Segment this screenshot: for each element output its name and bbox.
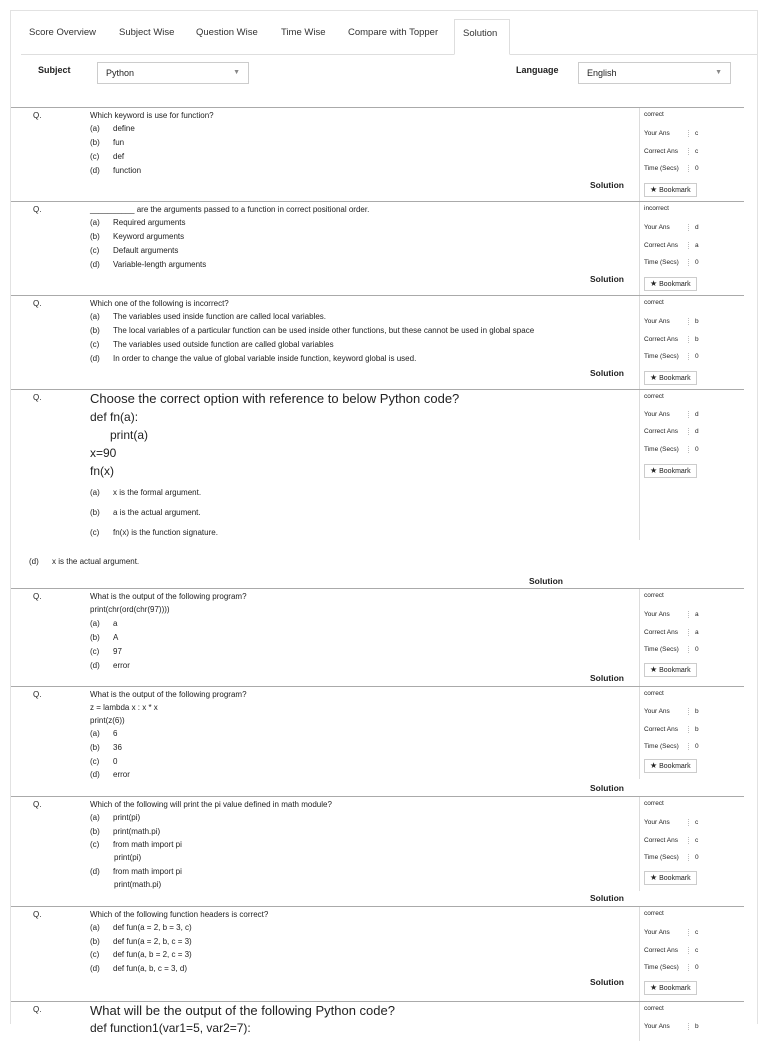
solution-link[interactable]: Solution bbox=[590, 893, 624, 903]
question-text: Which one of the following is incorrect? bbox=[90, 299, 229, 308]
option-a: (a) print(pi) bbox=[90, 813, 141, 822]
option-b: (b) The local variables of a particular function can be used inside other functions, but these cannot be used in global space bbox=[90, 326, 535, 335]
tab-subject-wise[interactable]: Subject Wise bbox=[119, 27, 175, 38]
report-tabs bbox=[21, 19, 757, 55]
tab-question-wise[interactable]: Question Wise bbox=[196, 27, 258, 38]
star-icon: ★ bbox=[650, 665, 658, 674]
subject-value: Python bbox=[106, 68, 135, 78]
option-d: (d) def fun(a, b, c = 3, d) bbox=[90, 964, 188, 973]
code-line: z = lambda x : x * x bbox=[90, 703, 158, 712]
question-item bbox=[11, 295, 744, 389]
your-answer-row: Your Ans b bbox=[644, 318, 699, 325]
your-answer-row: Your Ans c bbox=[644, 929, 699, 936]
option-a: (a) define bbox=[90, 124, 135, 133]
option-b: (b) 36 bbox=[90, 743, 122, 752]
option-b: (b) Keyword arguments bbox=[90, 232, 185, 241]
star-icon: ★ bbox=[650, 983, 658, 992]
option-b: (b) A bbox=[90, 633, 119, 642]
answer-summary bbox=[639, 797, 744, 891]
time-row: Time (Secs) 0 bbox=[644, 259, 699, 266]
question-text: Which of the following will print the pi value defined in math module? bbox=[90, 800, 332, 809]
correct-answer-row: Correct Ans b bbox=[644, 726, 699, 733]
status-badge: incorrect bbox=[644, 205, 669, 212]
option-c: (c) from math import pi bbox=[90, 840, 182, 849]
language-select[interactable] bbox=[578, 62, 731, 84]
code-line: def fn(a): bbox=[90, 410, 139, 424]
option-d-continued: print(math.pi) bbox=[114, 880, 162, 889]
chevron-down-icon: ▼ bbox=[715, 69, 722, 76]
time-row: Time (Secs) 0 bbox=[644, 854, 699, 861]
tab-score-overview[interactable]: Score Overview bbox=[29, 27, 97, 38]
question-item bbox=[11, 389, 744, 588]
star-icon: ★ bbox=[650, 185, 658, 194]
bookmark-button[interactable]: ★ Bookmark bbox=[644, 277, 697, 291]
solution-link[interactable]: Solution bbox=[590, 368, 624, 378]
status-badge: correct bbox=[644, 393, 664, 400]
correct-answer-row: Correct Ans a bbox=[644, 629, 699, 636]
tab-time-wise[interactable]: Time Wise bbox=[281, 27, 326, 38]
question-text: Which keyword is use for function? bbox=[90, 111, 214, 120]
answer-summary bbox=[639, 390, 744, 540]
chevron-down-icon: ▼ bbox=[233, 69, 240, 76]
subject-select[interactable] bbox=[97, 62, 249, 84]
question-marker: Q. bbox=[33, 299, 42, 308]
solution-link[interactable]: Solution bbox=[590, 274, 624, 284]
star-icon: ★ bbox=[650, 466, 658, 475]
option-d: (d) error bbox=[90, 661, 130, 670]
question-text: What will be the output of the following Python code? bbox=[90, 1003, 395, 1018]
question-marker: Q. bbox=[33, 592, 42, 601]
question-item bbox=[11, 796, 744, 906]
star-icon: ★ bbox=[650, 761, 658, 770]
correct-answer-row: Correct Ans a bbox=[644, 242, 699, 249]
question-marker: Q. bbox=[33, 800, 42, 809]
option-d: (d) Variable-length arguments bbox=[90, 260, 207, 269]
bookmark-button[interactable]: ★ Bookmark bbox=[644, 183, 697, 197]
question-text: Choose the correct option with reference to below Python code? bbox=[90, 391, 460, 406]
status-badge: correct bbox=[644, 111, 664, 118]
bookmark-button[interactable]: ★ Bookmark bbox=[644, 871, 697, 885]
tab-solution[interactable]: Solution bbox=[454, 19, 510, 55]
status-badge: correct bbox=[644, 910, 664, 917]
correct-answer-row: Correct Ans c bbox=[644, 148, 699, 155]
option-b: (b) fun bbox=[90, 138, 125, 147]
language-value: English bbox=[587, 68, 617, 78]
time-row: Time (Secs) 0 bbox=[644, 743, 699, 750]
code-line: print(z(6)) bbox=[90, 716, 125, 725]
question-item bbox=[11, 201, 744, 295]
question-item bbox=[11, 1001, 744, 1041]
answer-summary bbox=[639, 589, 744, 686]
question-text: __________ are the arguments passed to a function in correct positional order. bbox=[90, 205, 370, 214]
option-c: (c) The variables used outside function are called global variables bbox=[90, 340, 334, 349]
option-b: (b) a is the actual argument. bbox=[90, 508, 201, 517]
option-c: (c) def bbox=[90, 152, 125, 161]
code-line: x=90 bbox=[90, 446, 117, 460]
question-marker: Q. bbox=[33, 111, 42, 120]
answer-summary bbox=[639, 202, 744, 295]
your-answer-row: Your Ans c bbox=[644, 130, 699, 137]
language-label: Language bbox=[516, 65, 559, 75]
star-icon: ★ bbox=[650, 873, 658, 882]
correct-answer-row: Correct Ans c bbox=[644, 837, 699, 844]
your-answer-row: Your Ans c bbox=[644, 819, 699, 826]
option-a: (a) 6 bbox=[90, 729, 118, 738]
star-icon: ★ bbox=[650, 373, 658, 382]
option-a: (a) a bbox=[90, 619, 118, 628]
your-answer-row: Your Ans d bbox=[644, 224, 699, 231]
time-row: Time (Secs) 0 bbox=[644, 964, 699, 971]
option-b: (b) def fun(a = 2, b, c = 3) bbox=[90, 937, 192, 946]
star-icon: ★ bbox=[650, 279, 658, 288]
option-b: (b) print(math.pi) bbox=[90, 827, 161, 836]
solution-link[interactable]: Solution bbox=[590, 783, 624, 793]
code-line: def function1(var1=5, var2=7): bbox=[90, 1021, 251, 1035]
answer-summary bbox=[639, 296, 744, 389]
status-badge: correct bbox=[644, 1005, 664, 1012]
option-a: (a) x is the formal argument. bbox=[90, 488, 202, 497]
status-badge: correct bbox=[644, 690, 664, 697]
answer-summary bbox=[639, 1002, 744, 1041]
time-row: Time (Secs) 0 bbox=[644, 165, 699, 172]
bookmark-button[interactable]: ★ Bookmark bbox=[644, 981, 697, 995]
option-d: (d) from math import pi bbox=[90, 867, 182, 876]
question-item bbox=[11, 588, 744, 686]
solution-link[interactable]: Solution bbox=[529, 576, 563, 586]
code-line: print(chr(ord(chr(97)))) bbox=[90, 605, 170, 614]
status-badge: correct bbox=[644, 800, 664, 807]
bookmark-button[interactable]: ★ Bookmark bbox=[644, 663, 697, 677]
correct-answer-row: Correct Ans c bbox=[644, 947, 699, 954]
question-item bbox=[11, 906, 744, 1001]
solution-link[interactable]: Solution bbox=[590, 180, 624, 190]
bookmark-button[interactable]: ★ Bookmark bbox=[644, 759, 697, 773]
option-a: (a) Required arguments bbox=[90, 218, 186, 227]
bookmark-button[interactable]: ★ Bookmark bbox=[644, 371, 697, 385]
answer-summary bbox=[639, 108, 744, 201]
option-d: (d) error bbox=[90, 770, 130, 779]
solution-link[interactable]: Solution bbox=[590, 673, 624, 683]
time-row: Time (Secs) 0 bbox=[644, 353, 699, 360]
question-marker: Q. bbox=[33, 205, 42, 214]
your-answer-row: Your Ans a bbox=[644, 611, 699, 618]
option-c: (c) def fun(a, b = 2, c = 3) bbox=[90, 950, 192, 959]
status-badge: correct bbox=[644, 299, 664, 306]
question-text: What is the output of the following program? bbox=[90, 592, 247, 601]
solution-link[interactable]: Solution bbox=[590, 977, 624, 987]
subject-label: Subject bbox=[38, 65, 71, 75]
code-line: fn(x) bbox=[90, 464, 114, 478]
question-item bbox=[11, 107, 744, 201]
correct-answer-row: Correct Ans d bbox=[644, 428, 699, 435]
option-c: (c) fn(x) is the function signature. bbox=[90, 528, 218, 537]
your-answer-row: Your Ans d bbox=[644, 411, 699, 418]
time-row: Time (Secs) 0 bbox=[644, 646, 699, 653]
question-item bbox=[11, 686, 744, 796]
bookmark-button[interactable]: ★ Bookmark bbox=[644, 464, 697, 478]
option-d: (d) function bbox=[90, 166, 142, 175]
question-marker: Q. bbox=[33, 1005, 42, 1014]
option-c: (c) 0 bbox=[90, 757, 118, 766]
question-marker: Q. bbox=[33, 690, 42, 699]
status-badge: correct bbox=[644, 592, 664, 599]
option-c: (c) Default arguments bbox=[90, 246, 179, 255]
question-marker: Q. bbox=[33, 910, 42, 919]
report-panel bbox=[10, 10, 758, 1035]
your-answer-row: Your Ans b bbox=[644, 708, 699, 715]
answer-summary bbox=[639, 907, 744, 1001]
your-answer-row: Your Ans b bbox=[644, 1023, 699, 1030]
question-marker: Q. bbox=[33, 393, 42, 402]
code-line: print(a) bbox=[110, 428, 149, 442]
option-c: (c) 97 bbox=[90, 647, 122, 656]
question-text: Which of the following function headers is correct? bbox=[90, 910, 269, 919]
option-d: (d) x is the actual argument. bbox=[29, 557, 140, 566]
question-text: What is the output of the following program? bbox=[90, 690, 247, 699]
option-c-continued: print(pi) bbox=[114, 853, 142, 862]
option-a: (a) The variables used inside function are called local variables. bbox=[90, 312, 327, 321]
tab-compare-with-topper[interactable]: Compare with Topper bbox=[348, 27, 439, 38]
option-d: (d) In order to change the value of global variable inside function, keyword global is used. bbox=[90, 354, 417, 363]
answer-summary bbox=[639, 687, 744, 779]
time-row: Time (Secs) 0 bbox=[644, 446, 699, 453]
correct-answer-row: Correct Ans b bbox=[644, 336, 699, 343]
option-a: (a) def fun(a = 2, b = 3, c) bbox=[90, 923, 192, 932]
